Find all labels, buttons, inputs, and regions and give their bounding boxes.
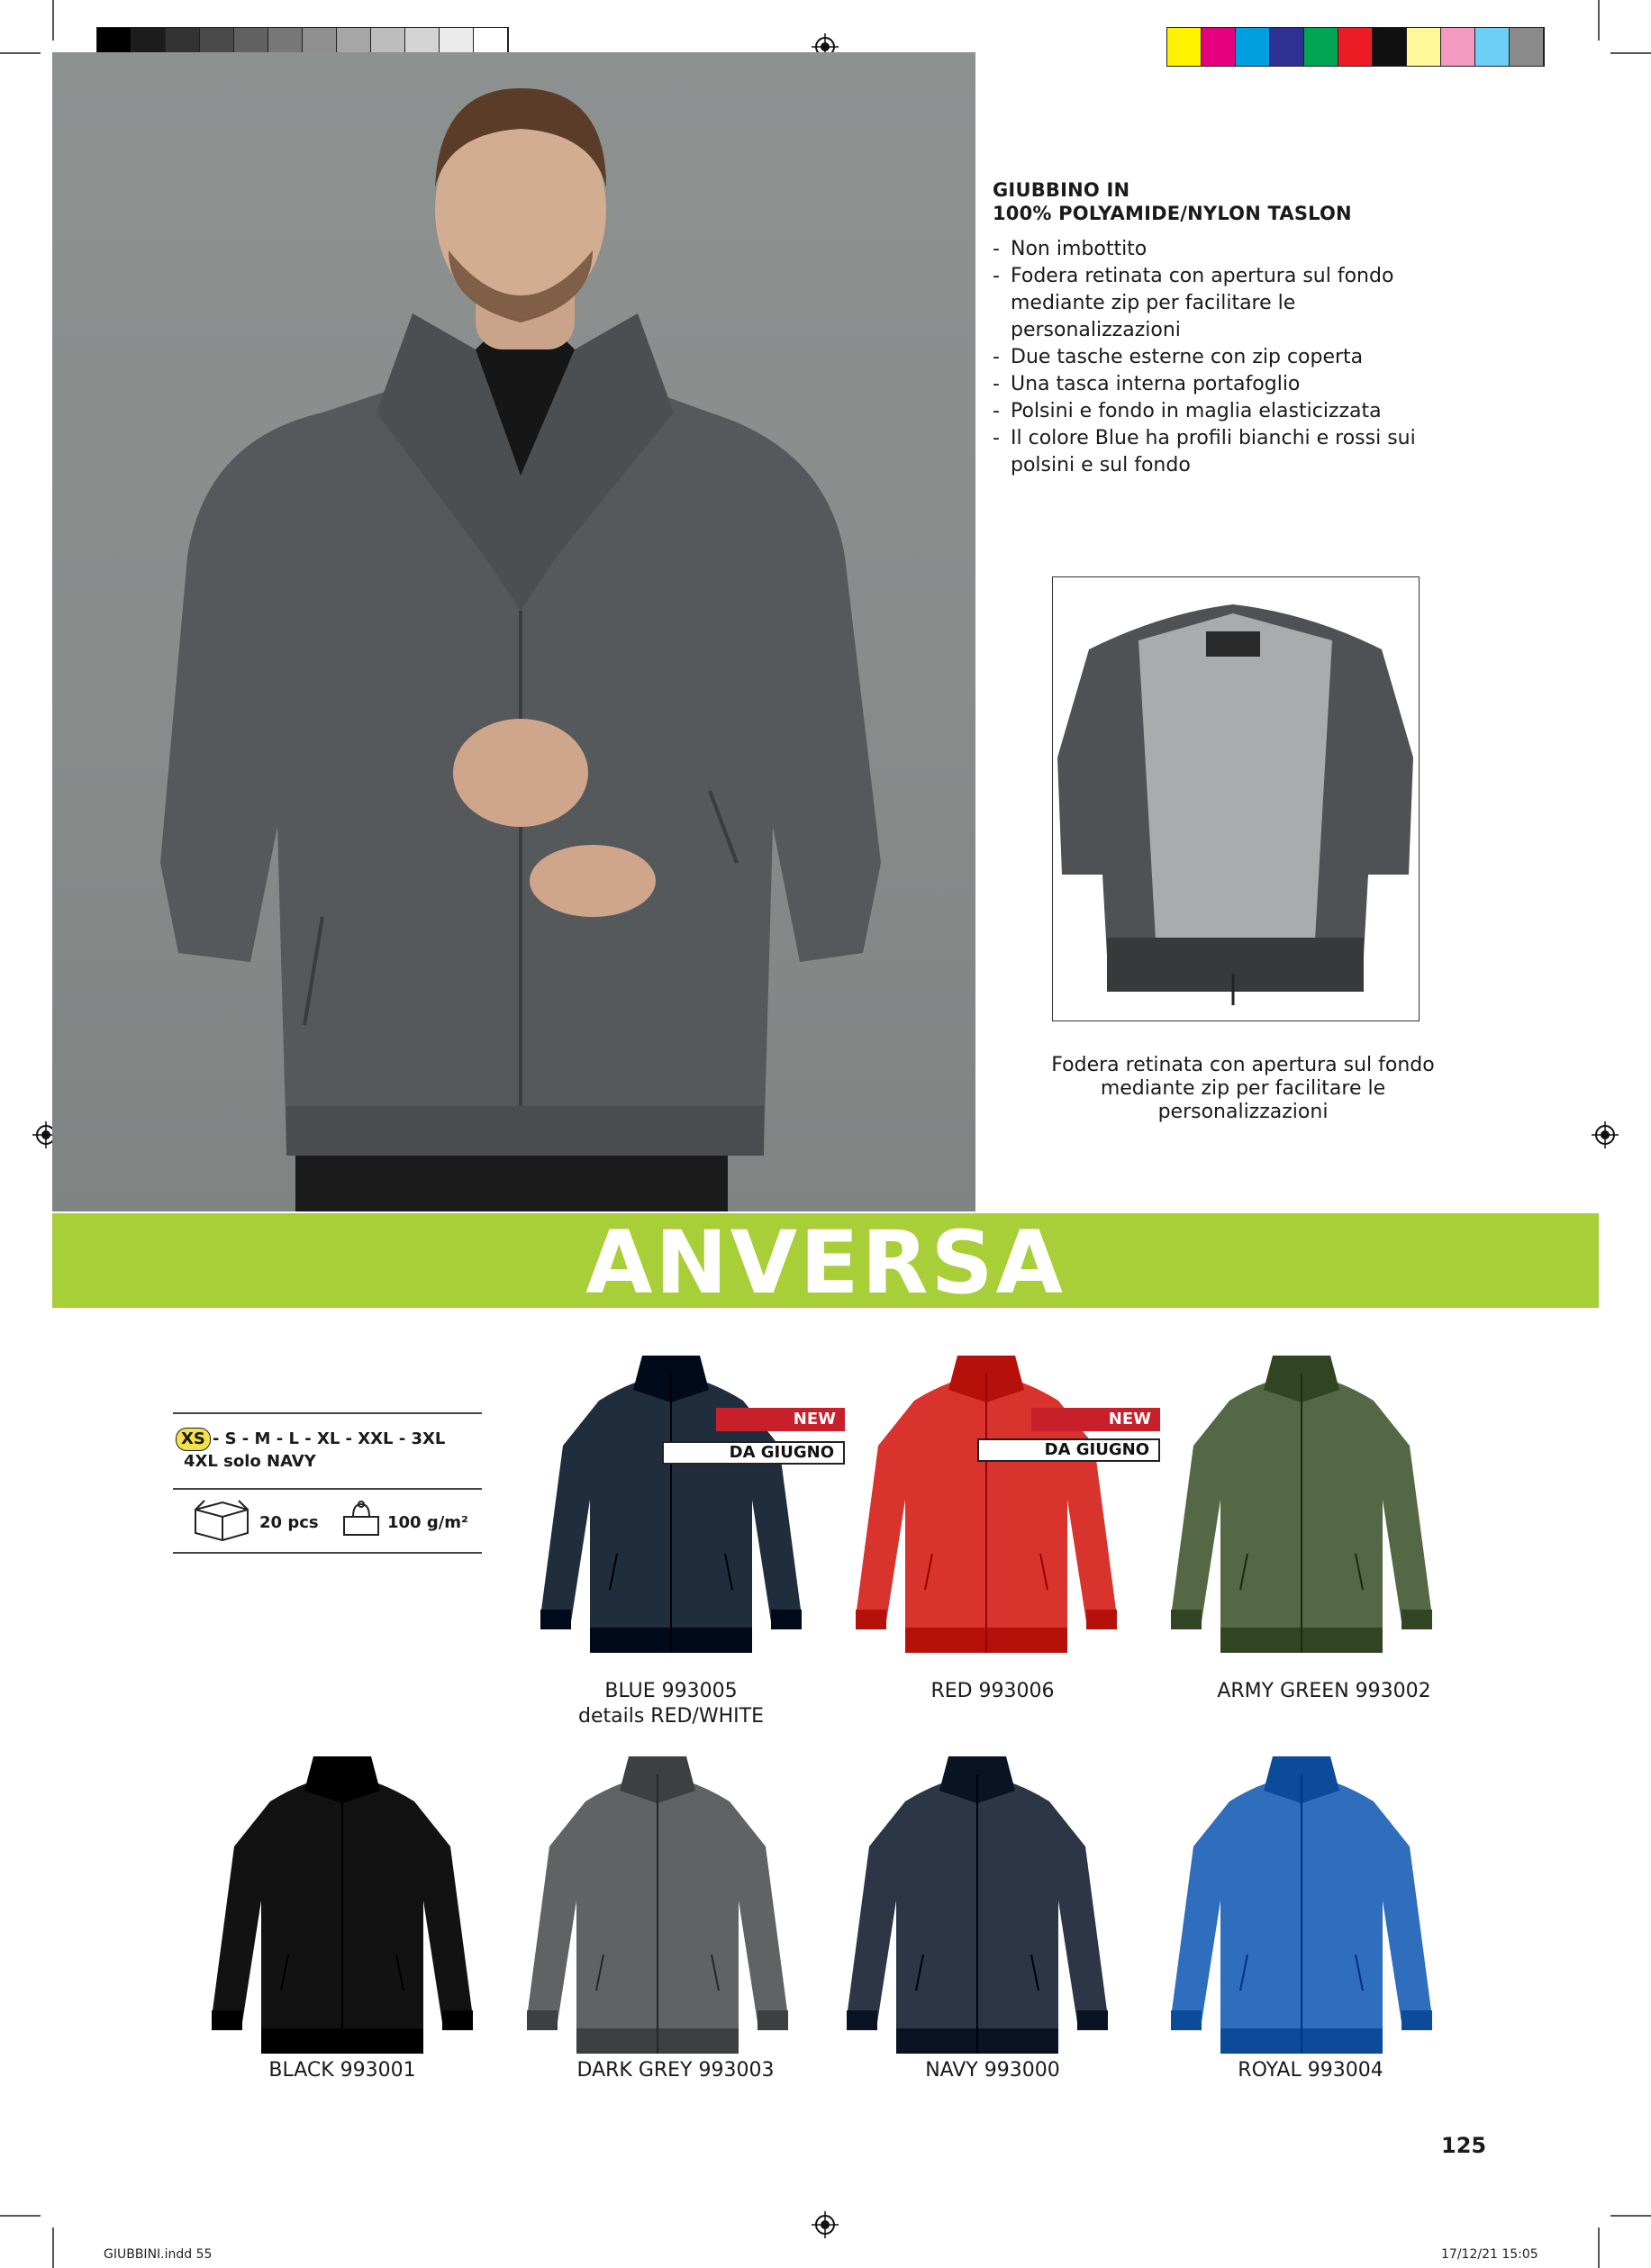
fabric-weight: 100 g/m² <box>387 1513 468 1532</box>
size-xs-badge: XS <box>176 1428 211 1451</box>
variant-code: BLUE 993005 <box>604 1680 738 1702</box>
size-range <box>176 1428 445 1451</box>
calibration-swatch <box>1441 28 1475 66</box>
feature-item: - Non imbottito <box>993 236 1497 263</box>
variant-code: NAVY 993000 <box>925 2059 1060 2082</box>
variant-code: RED 993006 <box>930 1680 1055 1702</box>
pack-quantity: 20 pcs <box>259 1513 319 1532</box>
calibration-swatch <box>1475 28 1510 66</box>
jacket-shape <box>1171 2010 1202 2030</box>
new-badge: NEW <box>1031 1408 1160 1431</box>
jacket-shape <box>847 2010 877 2030</box>
jacket-navy <box>842 1747 1112 2081</box>
new-badge: NEW <box>716 1408 845 1431</box>
product-title-line: 100% POLYAMIDE/NYLON TASLON <box>993 203 1352 224</box>
feature-item: - Due tasche esterne con zip coperta <box>993 344 1497 371</box>
jacket-shape <box>212 2010 242 2030</box>
calibration-swatch <box>1510 28 1544 66</box>
calibration-swatch <box>1338 28 1373 66</box>
fabric-weight-icon <box>339 1497 384 1542</box>
jacket-shape <box>1086 1610 1117 1629</box>
jacket-illustration <box>1166 1747 1437 2081</box>
variant-label <box>1162 1679 1486 1704</box>
product-title-line: GIUBBINO IN <box>993 179 1130 201</box>
jacket-shape <box>856 1610 886 1629</box>
jacket-royal <box>1166 1747 1437 2081</box>
jacket-illustration <box>1166 1347 1437 1680</box>
calibration-swatch <box>1373 28 1407 66</box>
jacket-shape <box>1171 1610 1202 1629</box>
color-calibration-bar <box>1166 27 1545 67</box>
calibration-swatch <box>1167 28 1202 66</box>
variant-label <box>180 2058 504 2083</box>
calibration-swatch <box>1236 28 1270 66</box>
variant-code: BLACK 993001 <box>268 2059 416 2082</box>
jacket-shape <box>771 1610 802 1629</box>
product-title <box>993 178 1461 225</box>
variant-label <box>830 2058 1155 2083</box>
footer-filename: GIUBBINI.indd 55 <box>104 2247 213 2262</box>
registration-mark-icon <box>812 2211 839 2238</box>
calibration-swatch <box>1304 28 1338 66</box>
jacket-illustration <box>522 1747 793 2081</box>
calibration-swatch <box>1407 28 1441 66</box>
jacket-shape <box>540 1610 571 1629</box>
jacket-shape <box>442 2010 473 2030</box>
registration-mark-icon <box>1592 1121 1619 1148</box>
variant-label <box>830 1679 1155 1704</box>
jacket-illustration <box>842 1747 1112 2081</box>
jacket-illustration <box>536 1347 806 1680</box>
divider <box>173 1412 482 1414</box>
jacket-red <box>851 1347 1121 1680</box>
jacket-shape <box>1402 2010 1432 2030</box>
jacket-dark-grey <box>522 1747 793 2081</box>
variant-code: DARK GREY 993003 <box>576 2059 775 2082</box>
feature-list <box>993 236 1497 479</box>
calibration-swatch <box>1202 28 1236 66</box>
feature-item: - Polsini e fondo in maglia elasticizzata <box>993 398 1497 425</box>
jacket-blue <box>536 1347 806 1680</box>
jacket-army-green <box>1166 1347 1437 1680</box>
crop-mark <box>0 2215 41 2217</box>
jacket-shape <box>1077 2010 1108 2030</box>
box-icon <box>192 1497 251 1542</box>
model-photo <box>52 52 975 1211</box>
variant-label <box>513 2058 838 2083</box>
jacket-illustration <box>851 1347 1121 1680</box>
variant-label <box>1148 2058 1473 2083</box>
jacket-shape <box>757 2010 788 2030</box>
variant-code: ROYAL 993004 <box>1238 2059 1383 2082</box>
size-note: 4XL solo NAVY <box>184 1452 316 1471</box>
crop-mark <box>1598 0 1600 41</box>
footer-timestamp: 17/12/21 15:05 <box>1441 2247 1538 2262</box>
crop-mark <box>52 0 54 41</box>
calibration-swatch <box>1270 28 1304 66</box>
crop-mark <box>1610 2215 1651 2217</box>
variant-label <box>509 1679 833 1729</box>
feature-item: - Il colore Blue ha profili bianchi e rossi sui polsini e sul fondo <box>993 425 1425 479</box>
crop-mark <box>52 2227 54 2268</box>
crop-mark <box>0 52 41 54</box>
crop-mark <box>1598 2227 1600 2268</box>
divider <box>173 1552 482 1554</box>
feature-item: - Fodera retinata con apertura sul fondo mediante zip per facilitare le personalizzazioni <box>993 263 1398 344</box>
jacket-shape <box>1402 1610 1432 1629</box>
crop-mark <box>1610 52 1651 54</box>
lining-detail-photo <box>1052 576 1420 1021</box>
divider <box>173 1488 482 1490</box>
from-june-badge: DA GIUGNO <box>662 1441 845 1465</box>
jacket-black <box>207 1747 477 2081</box>
jacket-illustration <box>207 1747 477 2081</box>
product-name: ANVERSA <box>585 1212 1066 1313</box>
variant-detail: details RED/WHITE <box>578 1705 764 1728</box>
jacket-shape <box>527 2010 558 2030</box>
from-june-badge: DA GIUGNO <box>977 1438 1160 1462</box>
feature-item: - Una tasca interna portafoglio <box>993 371 1497 398</box>
size-list: - S - M - L - XL - XXL - 3XL <box>212 1429 446 1448</box>
lining-caption: Fodera retinata con apertura sul fondo mediante zip per facilitare le personalizzazioni <box>1051 1054 1435 1123</box>
page-number: 125 <box>1441 2133 1487 2158</box>
variant-code: ARMY GREEN 993002 <box>1217 1680 1431 1702</box>
